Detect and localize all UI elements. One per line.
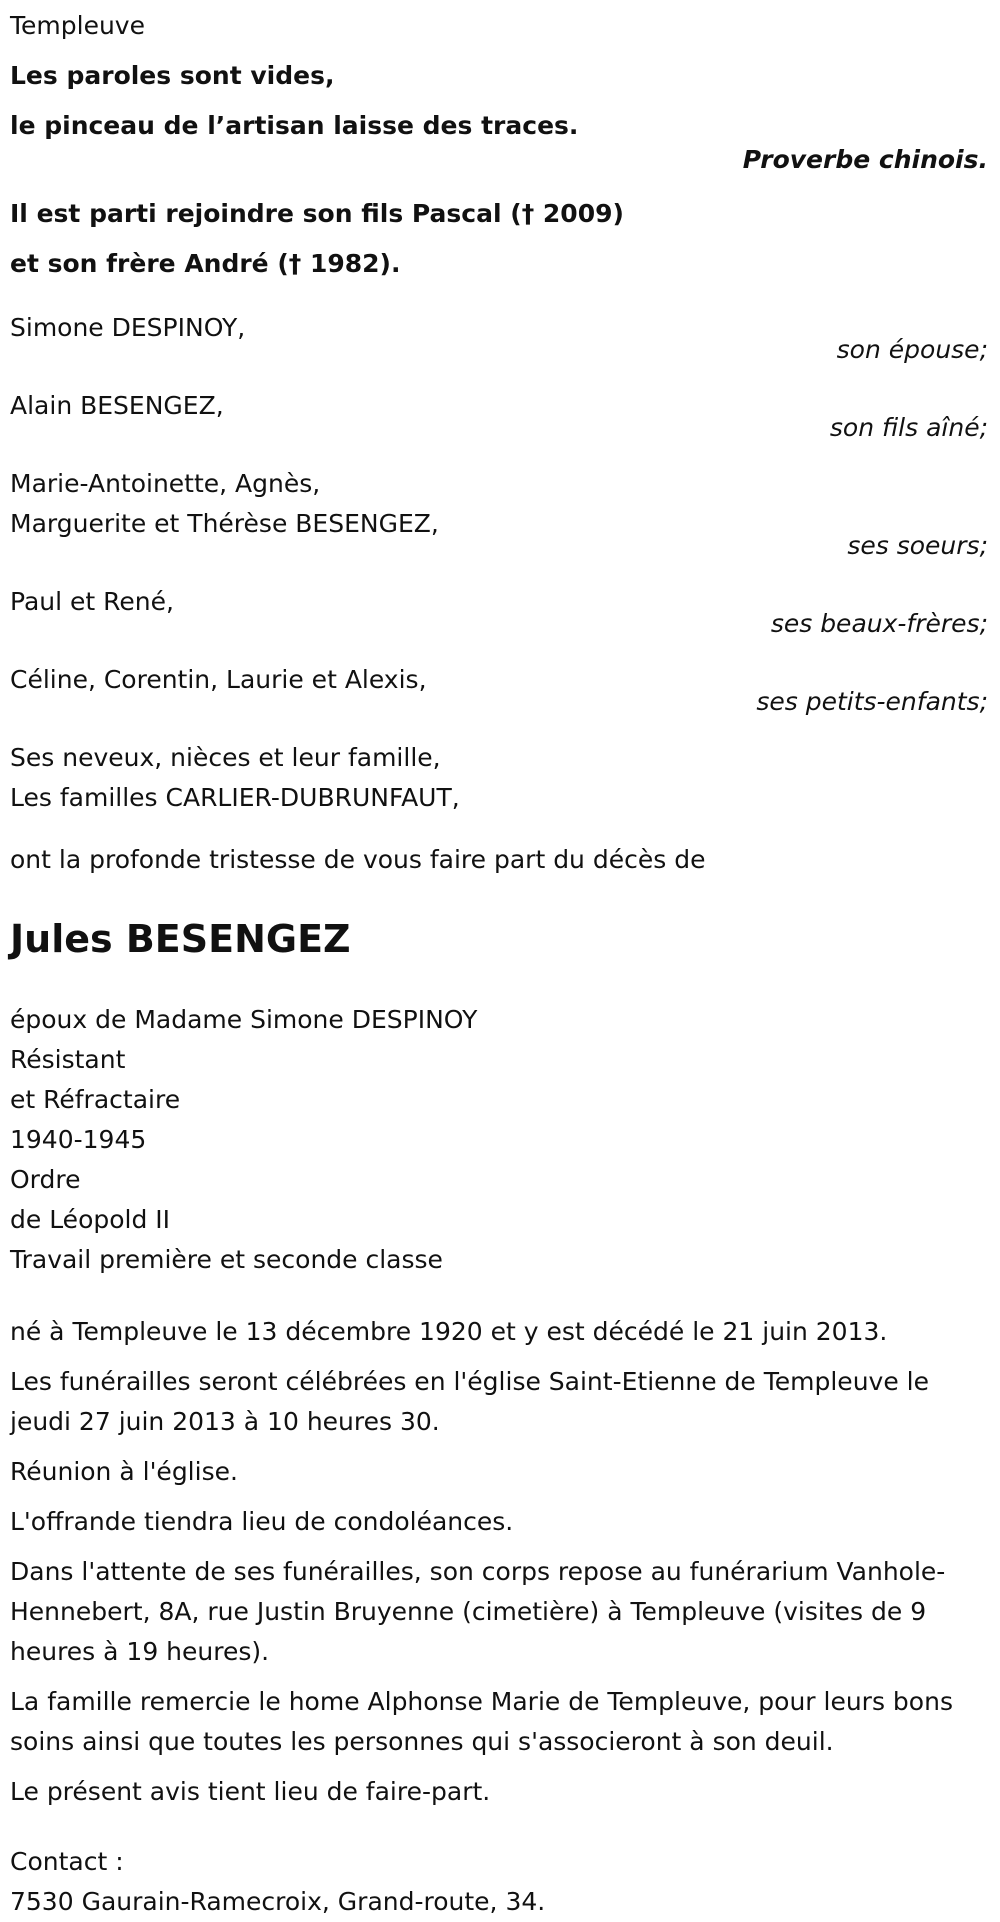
family-names: Paul et René, (10, 587, 174, 616)
remembrance-line-2: et son frère André († 1982). (10, 249, 401, 278)
details-block (10, 1312, 1000, 1812)
family-relation: ses soeurs; (847, 531, 988, 560)
contact-block (10, 1842, 1000, 1922)
family-member (10, 582, 1000, 644)
family-member (10, 464, 1000, 566)
title-line: Résistant (10, 1045, 126, 1074)
thanks-paragraph: La famille remercie le home Alphonse Marie de Templeuve, pour leurs bons soins ainsi que toutes les personnes qui s'associeront à son deuil. (10, 1687, 953, 1756)
quote-line-1: Les paroles sont vides, (10, 61, 335, 90)
deceased-name: Jules BESENGEZ (10, 917, 351, 961)
birth-death-paragraph: né à Templeuve le 13 décembre 1920 et y est décédé le 21 juin 2013. (10, 1317, 888, 1346)
contact-label: Contact : (10, 1847, 124, 1876)
title-line: 1940-1945 (10, 1125, 147, 1154)
title-line: Travail première et seconde classe (10, 1245, 443, 1274)
family-relation: son fils aîné; (829, 413, 988, 442)
family-relation: son épouse; (836, 335, 988, 364)
other-family-line-2: Les familles CARLIER-DUBRUNFAUT, (10, 783, 460, 812)
quote-author: Proverbe chinois. (742, 145, 988, 174)
other-family (10, 738, 1000, 818)
family-member (10, 386, 1000, 448)
family-names: Marguerite et Thérèse BESENGEZ, (10, 509, 439, 538)
family-member (10, 308, 1000, 370)
other-family-line-1: Ses neveux, nièces et leur famille, (10, 743, 441, 772)
funerarium-paragraph: Dans l'attente de ses funérailles, son corps repose au funérarium Vanhole-Hennebert, 8A, rue Justin Bruyenne (cimetière) à Templeuve (visites de 9 heures à 19 heures). (10, 1557, 946, 1666)
meeting-paragraph: Réunion à l'église. (10, 1457, 238, 1486)
quote-block (10, 56, 1000, 180)
location-heading: Templeuve (10, 11, 145, 40)
family-names: Alain BESENGEZ, (10, 391, 224, 420)
title-line: de Léopold II (10, 1205, 171, 1234)
remembrance-line-1: Il est parti rejoindre son fils Pascal († 2009) (10, 199, 624, 228)
contact-address: 7530 Gaurain-Ramecroix, Grand-route, 34. (10, 1887, 546, 1916)
title-line: époux de Madame Simone DESPINOY (10, 1005, 478, 1034)
title-line: Ordre (10, 1165, 81, 1194)
title-line: et Réfractaire (10, 1085, 181, 1114)
family-names: Simone DESPINOY, (10, 313, 246, 342)
notice-paragraph: Le présent avis tient lieu de faire-part. (10, 1777, 491, 1806)
announcement-text: ont la profonde tristesse de vous faire part du décès de (10, 845, 706, 874)
offering-paragraph: L'offrande tiendra lieu de condoléances. (10, 1507, 514, 1536)
family-relation: ses beaux-frères; (770, 609, 988, 638)
quote-line-2: le pinceau de l’artisan laisse des traces. (10, 111, 579, 140)
family-relation: ses petits-enfants; (756, 687, 988, 716)
titles-block (10, 1000, 1000, 1280)
remembrance-block (10, 194, 1000, 284)
family-names: Marie-Antoinette, Agnès, (10, 469, 321, 498)
family-member (10, 660, 1000, 722)
family-list (10, 308, 1000, 818)
family-names: Céline, Corentin, Laurie et Alexis, (10, 665, 427, 694)
funeral-paragraph: Les funérailles seront célébrées en l'église Saint-Etienne de Templeuve le jeudi 27 juin 2013 à 10 heures 30. (10, 1367, 929, 1436)
